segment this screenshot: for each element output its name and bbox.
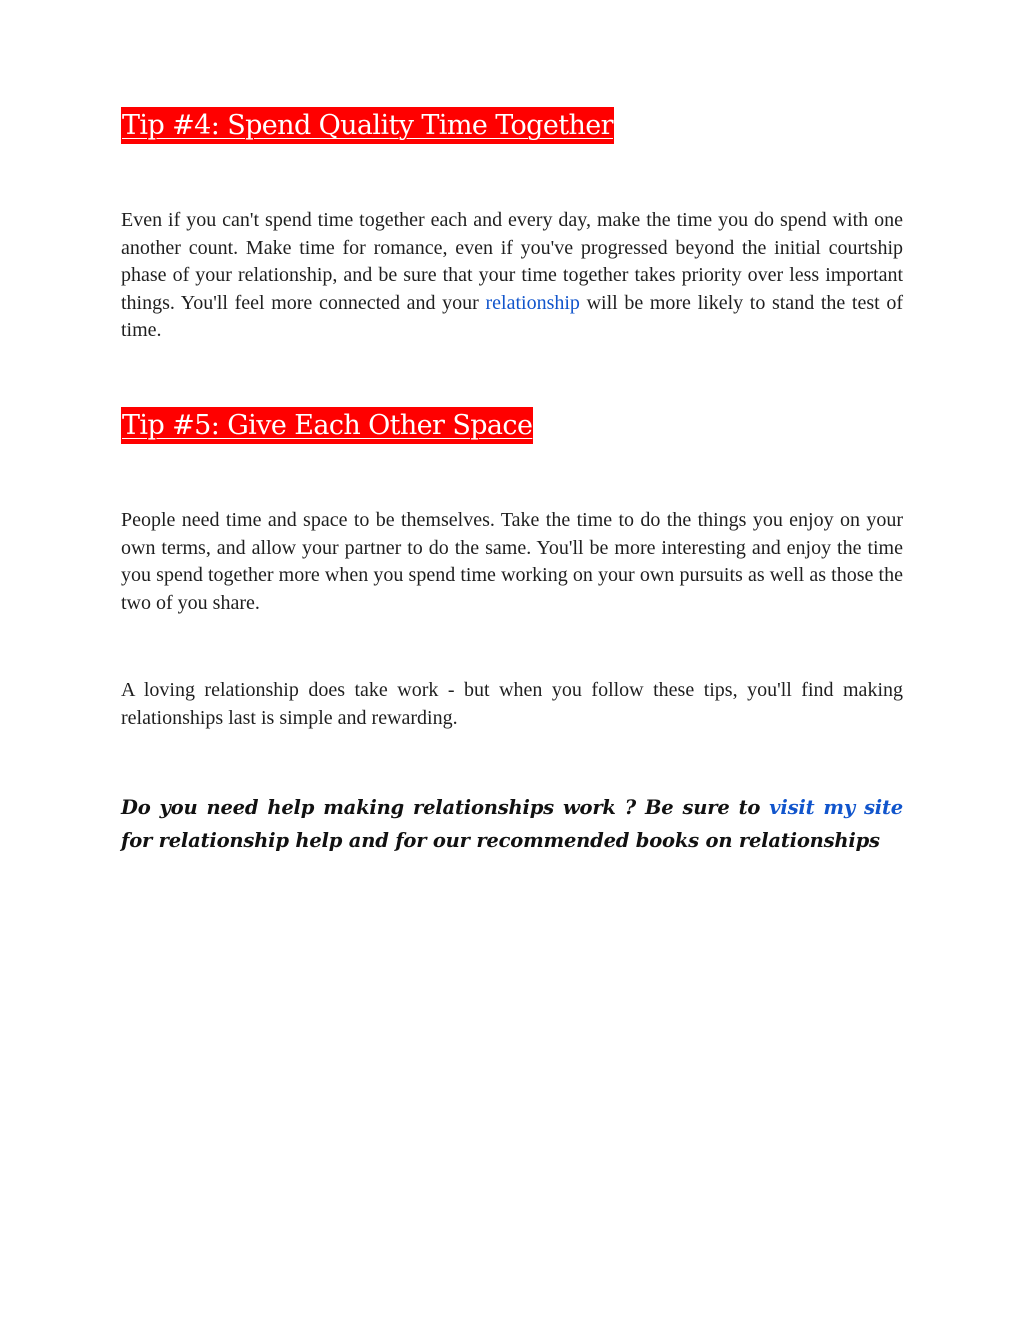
visit-site-link[interactable]: visit my site <box>760 796 904 819</box>
tip4-heading: Tip #4: Spend Quality Time Together <box>121 107 614 144</box>
call-to-action <box>121 791 903 857</box>
tip4-text-start: Even if you can't spend time together each and every day, make the time you do spend with one another count. Make time for romance, even if you've progressed beyond the initial courtship phase of your relationship, and be sure that your time together takes priority over less important things. You'll feel more connected and your <box>121 209 903 314</box>
tip5-paragraph: People need time and space to be themselves. Take the time to do the things you enjoy on your own terms, and allow your partner to do the same. You'll be more interesting and enjoy the time you spend together more when you spend time working on your own pursuits as well as those the two of you share. <box>121 509 903 614</box>
relationship-link[interactable]: relationship <box>485 291 580 314</box>
closing-paragraph: A loving relationship does take work - but when you follow these tips, you'll find making relationships last is simple and rewarding. <box>121 679 903 729</box>
tip4-paragraph <box>121 207 903 345</box>
cta-text-start: Do you need help making relationships work ? Be sure to <box>121 796 761 819</box>
cta-text-end: for relationship help and for our recommended books on relationships <box>121 829 880 852</box>
tip4-text-end: will be more likely to stand the test of time. <box>121 291 903 341</box>
tip5-heading: Tip #5: Give Each Other Space <box>121 407 533 444</box>
